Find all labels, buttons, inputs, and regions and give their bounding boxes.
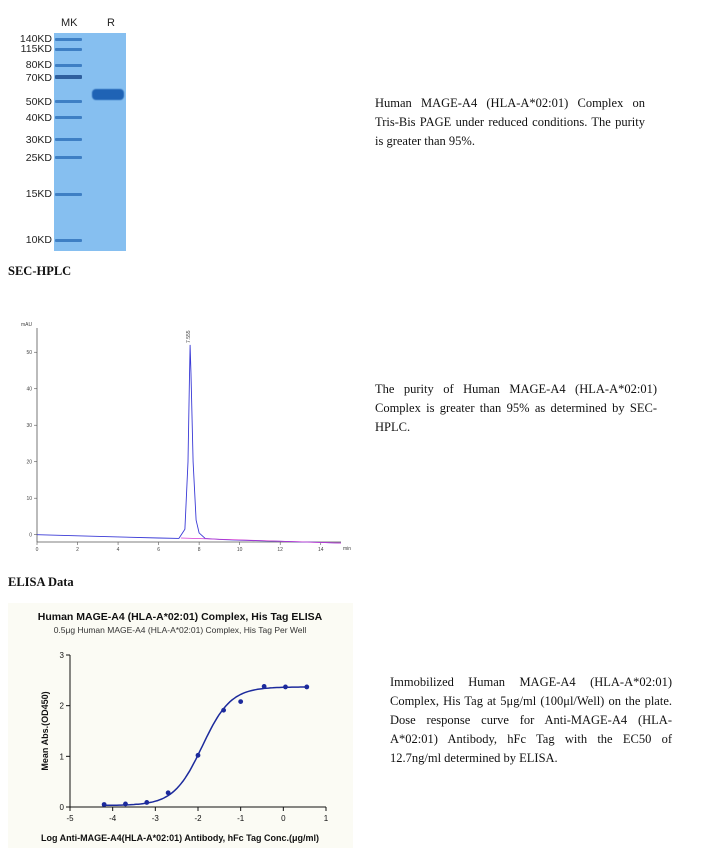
x-tick-label: 10 [236,547,243,553]
x-tick-label: 0 [281,814,286,823]
x-tick-label: 12 [277,547,283,553]
marker-label-25kd: 25KD [25,152,52,164]
marker-label-115kd: 115KD [20,43,52,55]
y-tick-label: 3 [59,651,64,660]
x-tick-label: 0 [35,547,39,553]
ladder-band [55,138,82,141]
ladder-band [55,48,82,51]
hplc-chromatogram [15,318,350,558]
ladder-band [55,193,82,196]
y-tick-label: 30 [26,423,32,430]
gel-lane-label-r: R [107,17,115,29]
y-tick-label: 20 [26,459,32,466]
x-tick-label: -1 [237,814,245,823]
sample-band [92,89,124,100]
x-axis-label: Log Anti-MAGE-A4(HLA-A*02:01) Antibody, hFc Tag Conc.(μg/ml) [41,833,319,843]
ladder-band [55,75,82,79]
y-tick-label: 0 [59,803,64,812]
data-point [144,800,149,805]
marker-label-15kd: 15KD [25,188,52,200]
peak-label: 7.555 [186,330,193,343]
x-tick-label: 8 [197,547,201,553]
ladder-band [55,38,82,41]
x-tick-label: -5 [66,814,74,823]
ladder-band [55,100,82,103]
y-tick-label: 1 [59,752,64,762]
elisa-chart-subtitle: 0.5μg Human MAGE-A4 (HLA-A*02:01) Complex, His Tag Per Well [53,625,307,635]
y-axis-unit: mAU [21,322,33,328]
data-point [102,802,107,807]
data-point [304,685,309,690]
data-point [262,684,267,689]
marker-label-70kd: 70KD [25,72,52,84]
x-tick-label: -2 [194,814,202,823]
y-tick-label: 50 [26,350,32,357]
x-tick-label: 2 [76,547,79,553]
data-point [123,802,128,807]
ladder-band [55,156,82,159]
data-point [283,685,288,690]
marker-label-140kd: 140KD [19,33,52,45]
marker-label-30kd: 30KD [25,134,52,146]
x-tick-label: -3 [151,814,159,823]
gel-lane-label-mk: MK [61,17,78,29]
x-tick-label: -4 [109,814,117,823]
y-tick-label: 40 [26,386,32,393]
marker-label-40kd: 40KD [25,112,52,124]
y-tick-label: 2 [59,701,64,711]
data-point [166,790,171,795]
ladder-band [55,239,82,242]
data-point [238,699,243,704]
y-tick-label: 10 [26,496,32,503]
fit-curve [102,687,307,805]
x-tick-label: 14 [317,547,324,553]
x-tick-label: 4 [116,547,120,553]
series-chromatogram [37,345,341,543]
y-tick-label: 0 [29,532,32,539]
gel-description: Human MAGE-A4 (HLA-A*02:01) Complex on Tris-Bis PAGE under reduced conditions. The purity is greater than 95%. [375,96,645,148]
elisa-chart [8,603,353,848]
marker-label-10kd: 10KD [25,234,52,246]
elisa-chart-title: Human MAGE-A4 (HLA-A*02:01) Complex, His Tag ELISA [37,611,323,623]
ladder-band [55,64,82,67]
sec-hplc-title: SEC-HPLC [8,264,72,278]
marker-label-80kd: 80KD [25,59,52,71]
data-point [221,708,226,713]
y-axis-label: Mean Abs.(OD450) [40,691,50,771]
x-tick-label: 1 [323,814,329,823]
marker-label-50kd: 50KD [25,96,52,108]
sec-hplc-description: The purity of Human MAGE-A4 (HLA-A*02:01) Complex is greater than 95% as determined by SEC-HPLC. [375,382,657,434]
ladder-band [55,116,82,119]
elisa-title: ELISA Data [8,575,74,589]
elisa-description: Immobilized Human MAGE-A4 (HLA-A*02:01) Complex, His Tag at 5μg/ml (100μl/Well) on the plate. Dose response curve for Anti-MAGE-A4 (HLA-A*02:01) Antibody, hFc Tag with the EC50 of 12.7ng/ml determined by ELISA. [390,675,672,765]
x-tick-label: 6 [157,547,160,553]
x-axis-unit: min [343,546,352,552]
data-point [196,753,201,758]
